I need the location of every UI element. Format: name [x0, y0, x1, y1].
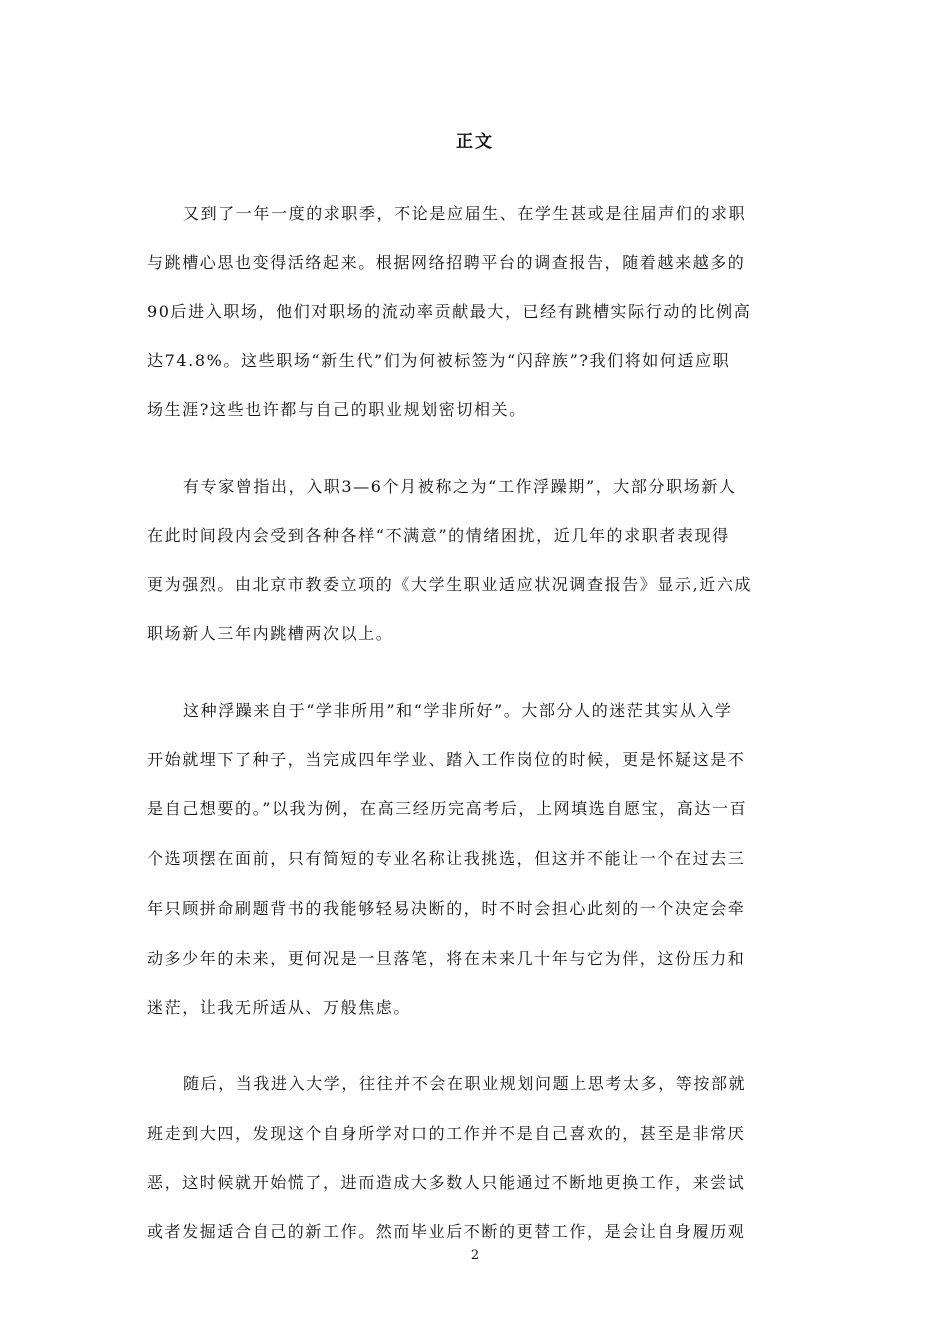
paragraph-line: 达74.8%。这些职场“新生代”们为何被标签为“闪辞族”?我们将如何适应职	[147, 351, 731, 370]
paragraph-line: 迷茫，让我无所适从、万般焦虑。	[147, 998, 412, 1017]
paragraph-line: 动多少年的未来，更何况是一旦落笔，将在未来几十年与它为伴，这份压力和	[147, 949, 746, 968]
paragraph-line: 在此时间段内会受到各种各样“不满意”的情绪困扰，近几年的求职者表现得	[147, 526, 730, 545]
paragraph-line: 又到了一年一度的求职季，不论是应届生、在学生甚或是往届声们的求职	[183, 204, 747, 223]
page-number: 2	[470, 1248, 480, 1263]
paragraph-line: 或者发掘适合自己的新工作。然而毕业后不断的更替工作，是会让自身履历观	[147, 1222, 746, 1241]
paragraph-line: 个选项摆在面前，只有简短的专业名称让我挑选，但这并不能让一个在过去三	[147, 849, 746, 868]
paragraph-line: 班走到大四，发现这个自身所学对口的工作并不是自己喜欢的，甚至是非常厌	[147, 1124, 746, 1143]
paragraph-line: 有专家曾指出，入职3—6个月被称之为“工作浮躁期”，大部分职场新人	[183, 477, 737, 496]
paragraph-line: 更为强烈。由北京市教委立项的《大学生职业适应状况调查报告》显示,近六成	[147, 575, 753, 594]
paragraph-line: 恶，这时候就开始慌了，进而造成大多数人只能通过不断地更换工作，来尝试	[147, 1173, 746, 1192]
paragraph-line: 开始就埋下了种子，当完成四年学业、踏入工作岗位的时候，更是怀疑这是不	[147, 750, 746, 769]
page-title: 正文	[456, 132, 494, 152]
paragraph-line: 与跳槽心思也变得活络起来。根据网络招聘平台的调查报告，随着越来越多的	[147, 253, 746, 272]
paragraph-line: 场生涯?这些也许都与自己的职业规划密切相关。	[147, 400, 527, 419]
paragraph-line: 是自己想要的。”以我为例，在高三经历完高考后，上网填选自愿宝，高达一百	[147, 799, 748, 818]
paragraph-line: 职场新人三年内跳槽两次以上。	[147, 624, 394, 643]
paragraph-line: 年只顾拼命刷题背书的我能够轻易决断的，时不时会担心此刻的一个决定会牵	[147, 899, 746, 918]
paragraph-line: 这种浮躁来自于“学非所用”和“学非所好”。大部分人的迷茫其实从入学	[183, 701, 733, 720]
paragraph-line: 90后进入职场，他们对职场的流动率贡献最大，已经有跳槽实际行动的比例高	[147, 302, 752, 321]
paragraph-line: 随后，当我进入大学，往往并不会在职业规划问题上思考太多，等按部就	[183, 1074, 747, 1093]
